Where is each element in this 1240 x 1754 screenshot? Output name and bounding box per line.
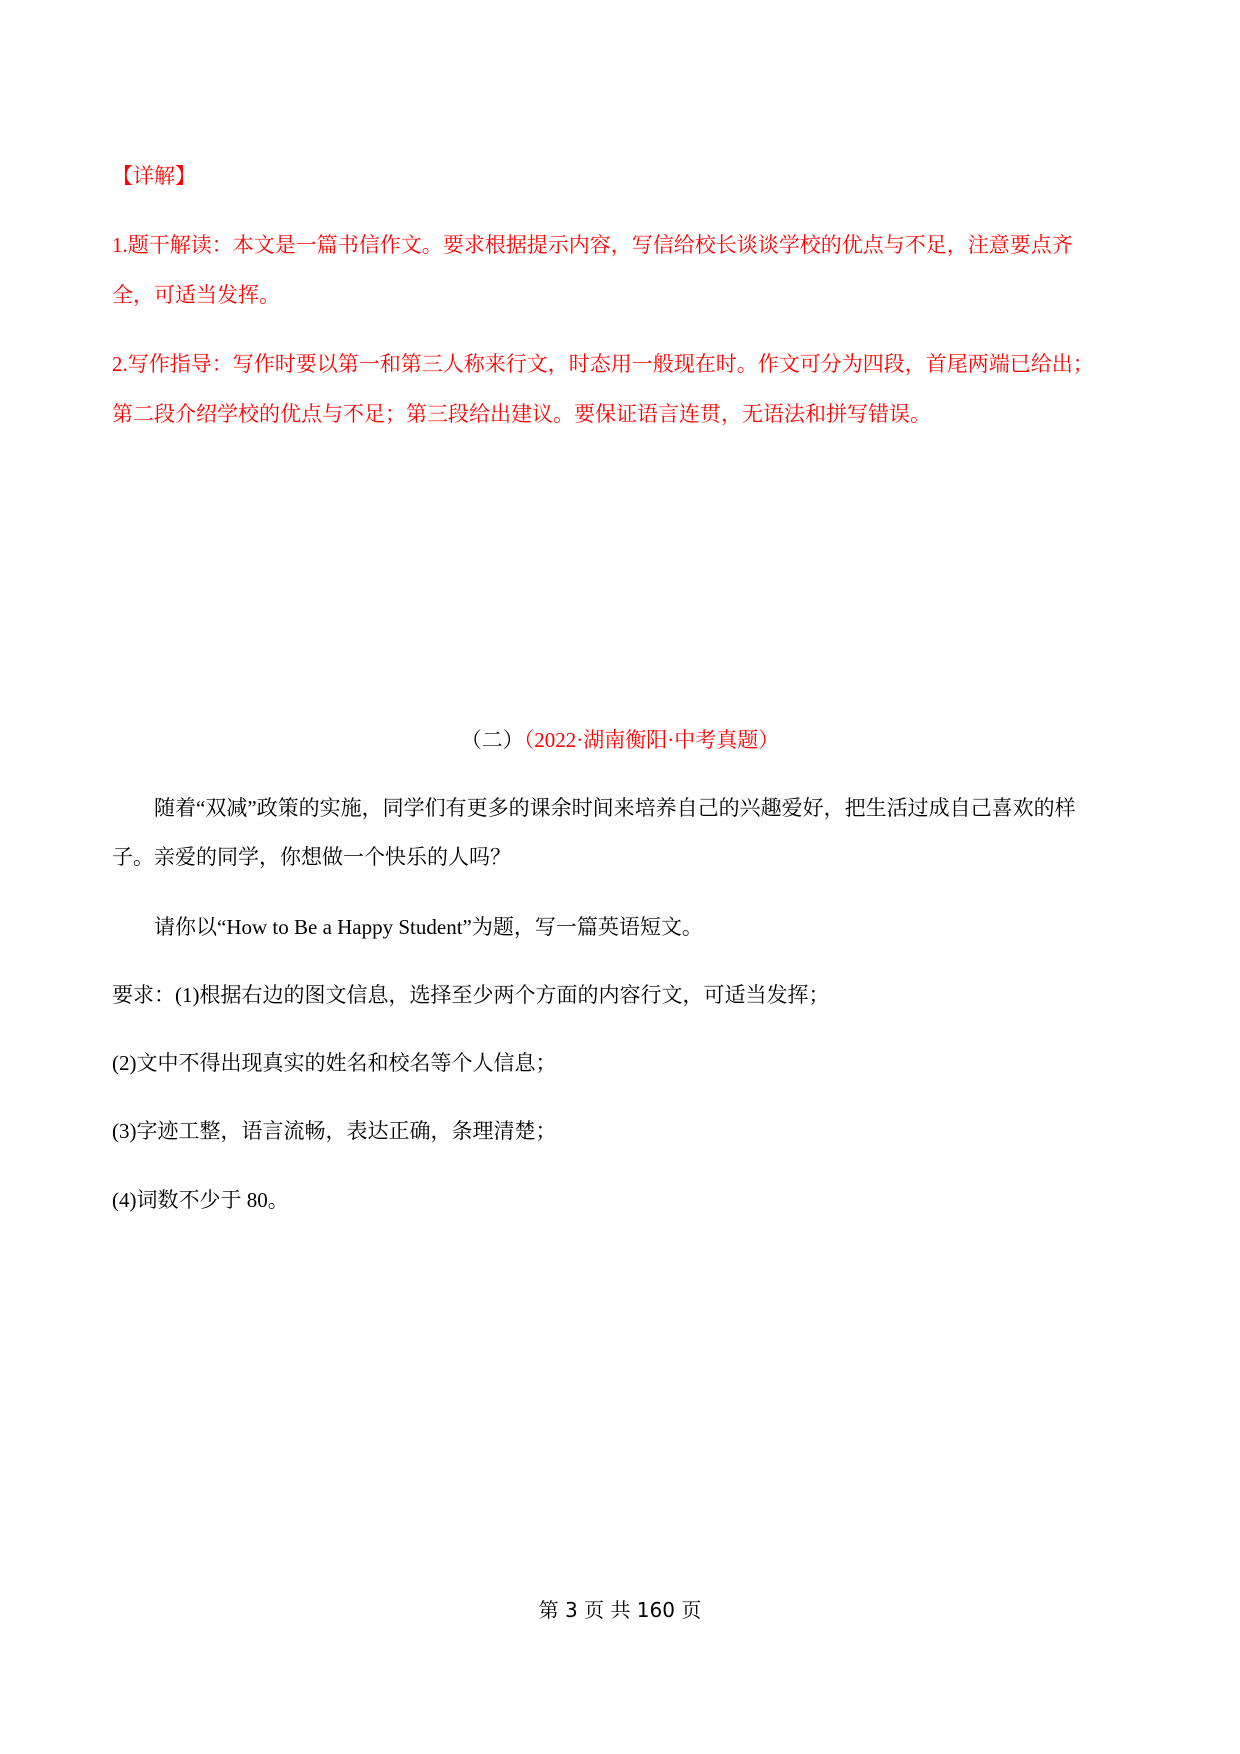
intro-line2: 子。亲爱的同学，你想做一个快乐的人吗？ xyxy=(112,845,511,869)
requirement-2: (2)文中不得出现真实的姓名和校名等个人信息； xyxy=(112,1051,557,1075)
requirement-4: (4)词数不少于 80。 xyxy=(112,1188,289,1212)
explanation-heading: 【详解】 xyxy=(112,164,196,188)
intro-line1: 随着“双减”政策的实施，同学们有更多的课余时间来培养自己的兴趣爱好，把生活过成自己喜欢的样 xyxy=(154,796,1076,820)
explanation-point1-line1: 1.题干解读：本文是一篇书信作文。要求根据提示内容，写信给校长谈谈学校的优点与不足，注意要点齐 xyxy=(112,233,1073,257)
requirement-1: 要求：(1)根据右边的图文信息，选择至少两个方面的内容行文，可适当发挥； xyxy=(112,983,830,1007)
explanation-point2-line1: 2.写作指导：写作时要以第一和第三人称来行文，时态用一般现在时。作文可分为四段，首尾两端已给出； xyxy=(112,352,1094,376)
page-footer: 第 3 页 共 160 页 xyxy=(538,1598,702,1622)
requirement-3: (3)字迹工整，语言流畅，表达正确，条理清楚； xyxy=(112,1119,557,1143)
question-header xyxy=(0,726,1240,754)
question-number: （二） xyxy=(460,728,524,752)
explanation-point1-line2: 全，可适当发挥。 xyxy=(112,283,280,307)
task-text: 请你以“How to Be a Happy Student”为题，写一篇英语短文。 xyxy=(154,915,703,939)
explanation-point2-line2: 第二段介绍学校的优点与不足；第三段给出建议。要保证语言连贯，无语法和拼写错误。 xyxy=(112,402,931,426)
question-source: （2022·湖南衡阳·中考真题） xyxy=(523,728,780,752)
